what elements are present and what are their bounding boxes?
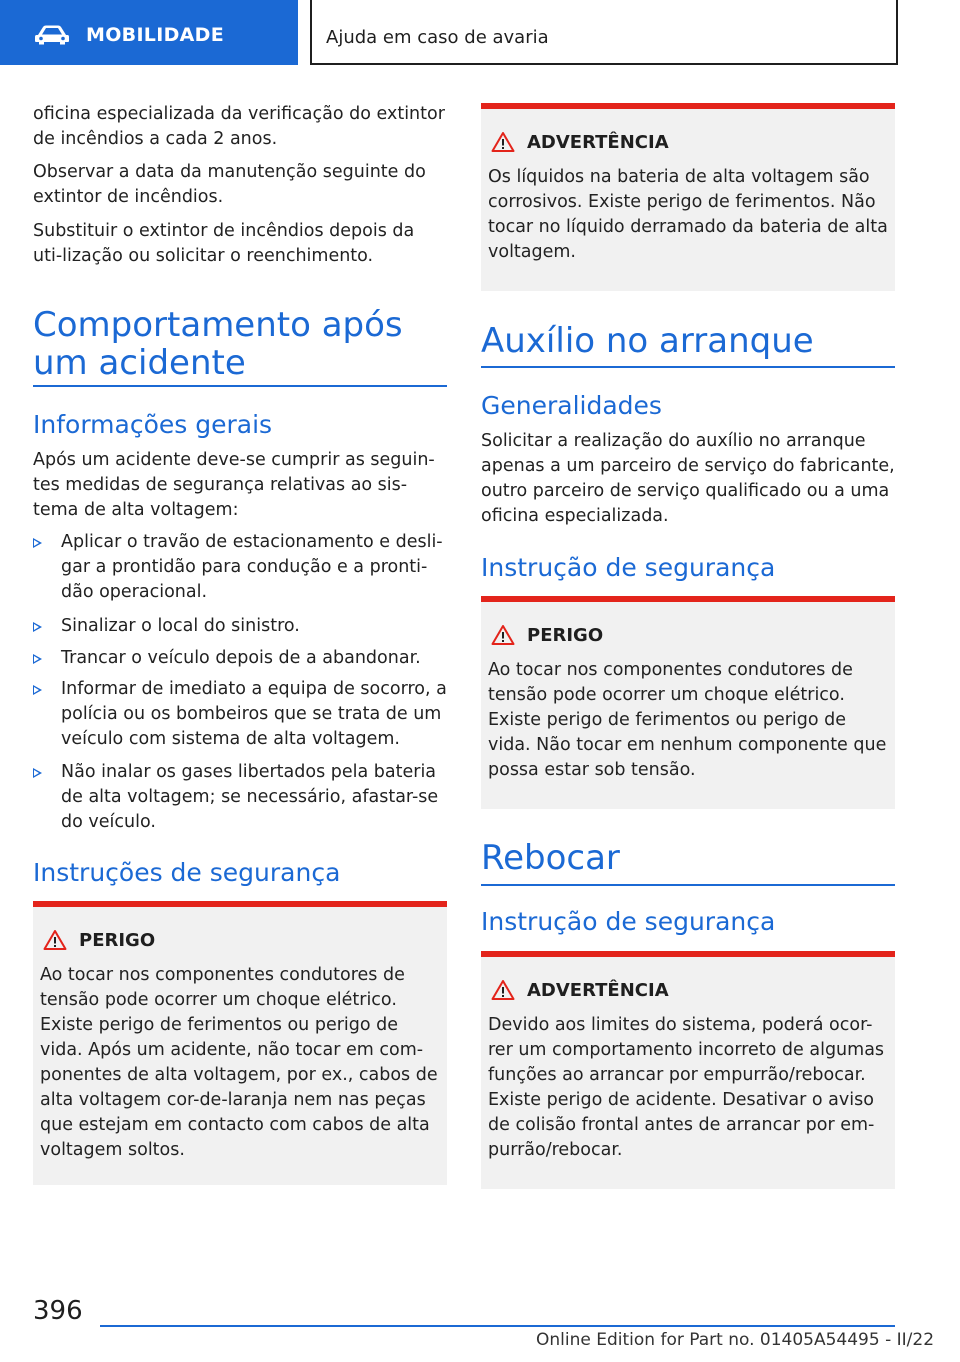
danger-title: PERIGO xyxy=(79,930,156,951)
list-item xyxy=(33,530,447,605)
list-item-text: Informar de imediato a equipa de socorro, a polícia ou os bombeiros que se trata de um veículo com sistema de alta voltagem. xyxy=(61,679,447,749)
bullet-arrow-icon xyxy=(33,654,42,664)
list-item-text: Aplicar o travão de estacionamento e desli-gar a prontidão para condução e a pronti-dão operacional. xyxy=(61,532,443,602)
warning-text: Os líquidos na bateria de alta voltagem são corrosivos. Existe perigo de ferimentos. Não tocar no líquido derramado da bateria de alta voltagem. xyxy=(488,167,888,262)
list-item xyxy=(33,760,447,835)
warning-triangle-icon xyxy=(491,131,515,153)
danger-box xyxy=(481,596,895,809)
list-item xyxy=(33,646,447,671)
page-number: 396 xyxy=(33,1296,83,1326)
subheading-general-info: Informações gerais xyxy=(33,410,273,439)
warning-text: Devido aos limites do sistema, poderá ocor-rer um comportamento incorreto de algumas funções ao arrancar por empurrão/rebocar. Existe perigo de acidente. Desativar o aviso de colisão frontal antes de arrancar por em-purrão/rebocar. xyxy=(488,1015,885,1160)
warning-title: ADVERTÊNCIA xyxy=(527,132,669,153)
list-item xyxy=(33,677,447,752)
warning-triangle-icon xyxy=(491,624,515,646)
breadcrumb-text: Ajuda em caso de avaria xyxy=(326,27,549,48)
heading-rule xyxy=(481,884,895,886)
heading-jump-start: Auxílio no arranque xyxy=(481,321,814,361)
section-tab[interactable] xyxy=(0,0,298,65)
intro-paragraph-2: Observar a data da manutenção seguinte do extintor de incêndios. xyxy=(33,162,426,207)
car-icon xyxy=(34,24,70,46)
intro-paragraph-1: oficina especializada da verificação do extintor de incêndios a cada 2 anos. xyxy=(33,104,445,149)
list-item-text: Trancar o veículo depois de a abandonar. xyxy=(61,648,421,668)
general-text: Solicitar a realização do auxílio no arranque apenas a um parceiro de serviço do fabricante, outro parceiro de serviço qualificado ou a uma oficina especializada. xyxy=(481,431,895,526)
warning-triangle-icon xyxy=(43,929,67,951)
heading-towing: Rebocar xyxy=(481,838,620,878)
bullet-arrow-icon xyxy=(33,768,42,778)
subheading-general: Generalidades xyxy=(481,391,662,420)
list-item-text: Sinalizar o local do sinistro. xyxy=(61,616,300,636)
edition-note: Online Edition for Part no. 01405A54495 - II/22 xyxy=(536,1330,935,1350)
danger-box xyxy=(33,901,447,1185)
warning-triangle-icon xyxy=(491,979,515,1001)
heading-rule xyxy=(33,385,447,387)
danger-text: Ao tocar nos componentes condutores de tensão pode ocorrer um choque elétrico. Existe perigo de ferimentos ou perigo de vida. Não tocar em nenhum componente que possa estar sob tensão. xyxy=(488,660,887,780)
danger-title: PERIGO xyxy=(527,625,604,646)
breadcrumb xyxy=(310,0,898,65)
footer-rule xyxy=(100,1325,895,1327)
warning-box xyxy=(481,103,895,291)
warning-title: ADVERTÊNCIA xyxy=(527,980,669,1001)
bullet-arrow-icon xyxy=(33,622,42,632)
subheading-safety-instruction-towing: Instrução de segurança xyxy=(481,907,776,936)
list-item-text: Não inalar os gases libertados pela bateria de alta voltagem; se necessário, afastar-se do veículo. xyxy=(61,762,439,832)
bullet-arrow-icon xyxy=(33,685,42,695)
danger-text: Ao tocar nos componentes condutores de tensão pode ocorrer um choque elétrico. Existe perigo de ferimentos ou perigo de vida. Após um acidente, não tocar em com-ponentes de alta voltagem, por ex., cabos de alta voltagem cor-de-laranja nem nas peças que estejam em contacto com cabos de alta voltagem soltos. xyxy=(40,965,438,1160)
heading-accident-behaviour: Comportamento após um acidente xyxy=(33,305,403,383)
intro-paragraph-3: Substituir o extintor de incêndios depois da uti-lização ou solicitar o reenchimento. xyxy=(33,221,415,266)
bullet-arrow-icon xyxy=(33,538,42,548)
section-label: MOBILIDADE xyxy=(86,24,225,46)
general-info-text: Após um acidente deve-se cumprir as seguin-tes medidas de segurança relativas ao sis-tema de alta voltagem: xyxy=(33,450,435,520)
list-item xyxy=(33,614,447,639)
subheading-safety-instruction: Instrução de segurança xyxy=(481,553,776,582)
heading-rule xyxy=(481,366,895,368)
warning-box xyxy=(481,951,895,1189)
subheading-safety-instructions: Instruções de segurança xyxy=(33,858,341,887)
